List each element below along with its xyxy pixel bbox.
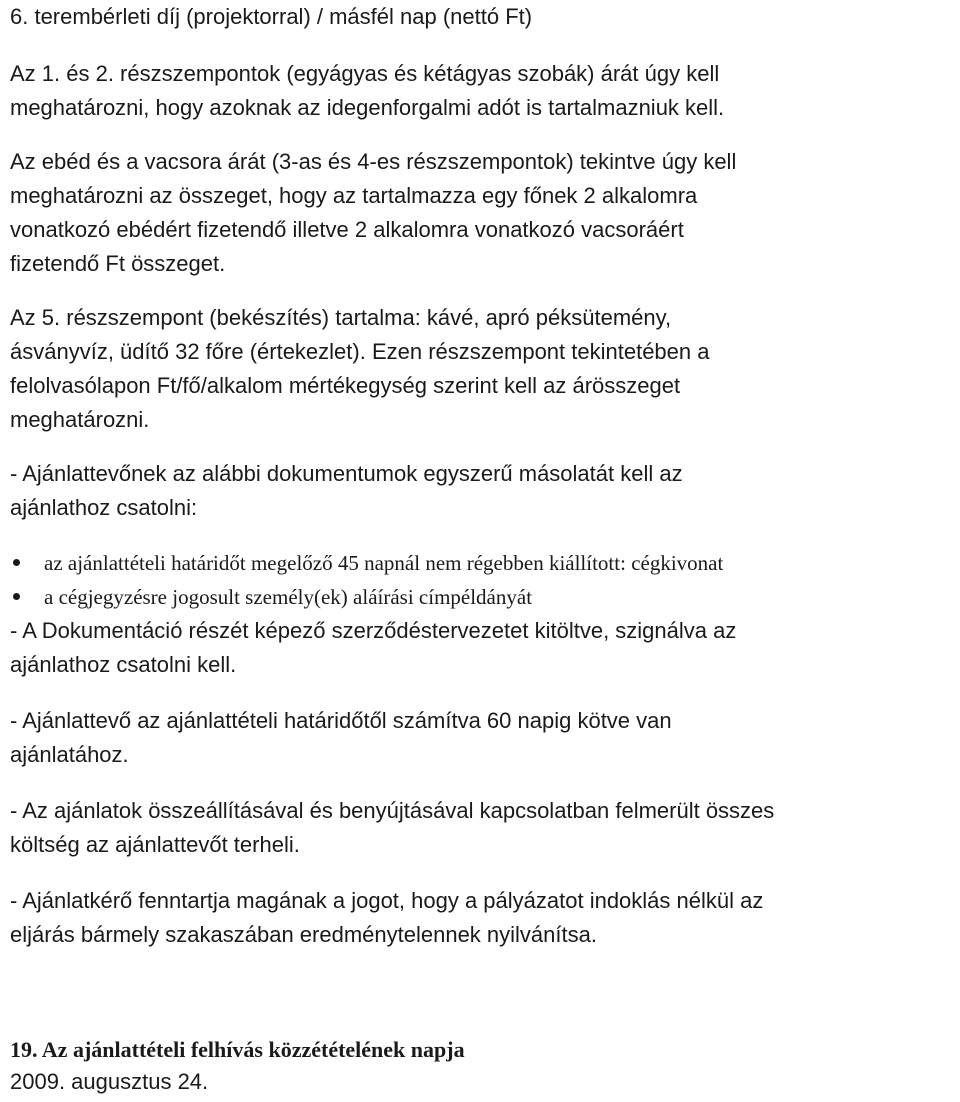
paragraph-meal-prices [10, 145, 736, 281]
text-line: fizetendő Ft összeget. [10, 251, 226, 276]
text-line: - Az ajánlatok összeállításával és benyújtásával kapcsolatban felmerült összes [10, 798, 775, 823]
text-line: - A Dokumentáció részét képező szerződéstervezetet kitöltve, szignálva az [10, 618, 737, 643]
paragraph-binding-period [10, 704, 672, 772]
text-line: - Ajánlattevő az ajánlattételi határidőtől számítva 60 napig kötve van [10, 708, 672, 733]
text-line: - Ajánlattevőnek az alábbi dokumentumok egyszerű másolatát kell az [10, 461, 683, 486]
section-19-heading: 19. Az ajánlattételi felhívás közzétételének napja [10, 1037, 465, 1062]
text-line: felolvasólapon Ft/fő/alkalom mértékegység szerint kell az árösszeget [10, 373, 681, 398]
text-line: ásványvíz, üdítő 32 főre (értekezlet). Ezen részszempont tekintetében a [10, 339, 710, 364]
paragraph-tourism-tax [10, 57, 724, 125]
list-item-text: a cégjegyzésre jogosult személy(ek) aláírási címpéldányát [44, 585, 533, 609]
bullet-icon [13, 559, 20, 566]
text-line: ajánlathoz csatolni: [10, 495, 198, 520]
text-line: Az 5. részszempont (bekészítés) tartalma: kávé, apró péksütemény, [10, 305, 672, 330]
text-line: ajánlatához. [10, 742, 129, 767]
text-line: ajánlathoz csatolni kell. [10, 652, 237, 677]
text-line: meghatározni az összeget, hogy az tartalmazza egy főnek 2 alkalomra [10, 183, 698, 208]
text-line: 6. terembérleti díj (projektorral) / másfél nap (nettó Ft) [10, 4, 533, 29]
text-line: meghatározni. [10, 407, 150, 432]
text-line: meghatározni, hogy azoknak az idegenforgalmi adót is tartalmazniuk kell. [10, 95, 725, 120]
list-item-text: az ajánlattételi határidőt megelőző 45 napnál nem régebben kiállított: cégkivonat [44, 551, 724, 575]
paragraph-required-documents [10, 457, 683, 525]
text-line: eljárás bármely szakaszában eredménytelennek nyilvánítsa. [10, 922, 597, 947]
paragraph-contract-draft [10, 614, 736, 682]
text-line: - Ajánlatkérő fenntartja magának a jogot, hogy a pályázatot indoklás nélkül az [10, 888, 764, 913]
text-line: Az ebéd és a vacsora árát (3-as és 4-es részszempontok) tekintve úgy kell [10, 149, 737, 174]
document-list [10, 546, 955, 614]
paragraph-catering [10, 301, 709, 437]
paragraph-costs [10, 794, 774, 862]
item-6-room-rental [10, 0, 532, 34]
list-item [10, 546, 955, 580]
bullet-icon [13, 593, 20, 600]
text-line: Az 1. és 2. részszempontok (egyágyas és kétágyas szobák) árát úgy kell [10, 61, 720, 86]
text-line: 2009. augusztus 24. [10, 1069, 209, 1094]
list-item [10, 580, 955, 614]
publication-date [10, 1065, 208, 1099]
text-line: vonatkozó ebédért fizetendő illetve 2 alkalomra vonatkozó vacsoráért [10, 217, 684, 242]
text-line: költség az ajánlattevőt terheli. [10, 832, 300, 857]
paragraph-reserved-rights [10, 884, 763, 952]
